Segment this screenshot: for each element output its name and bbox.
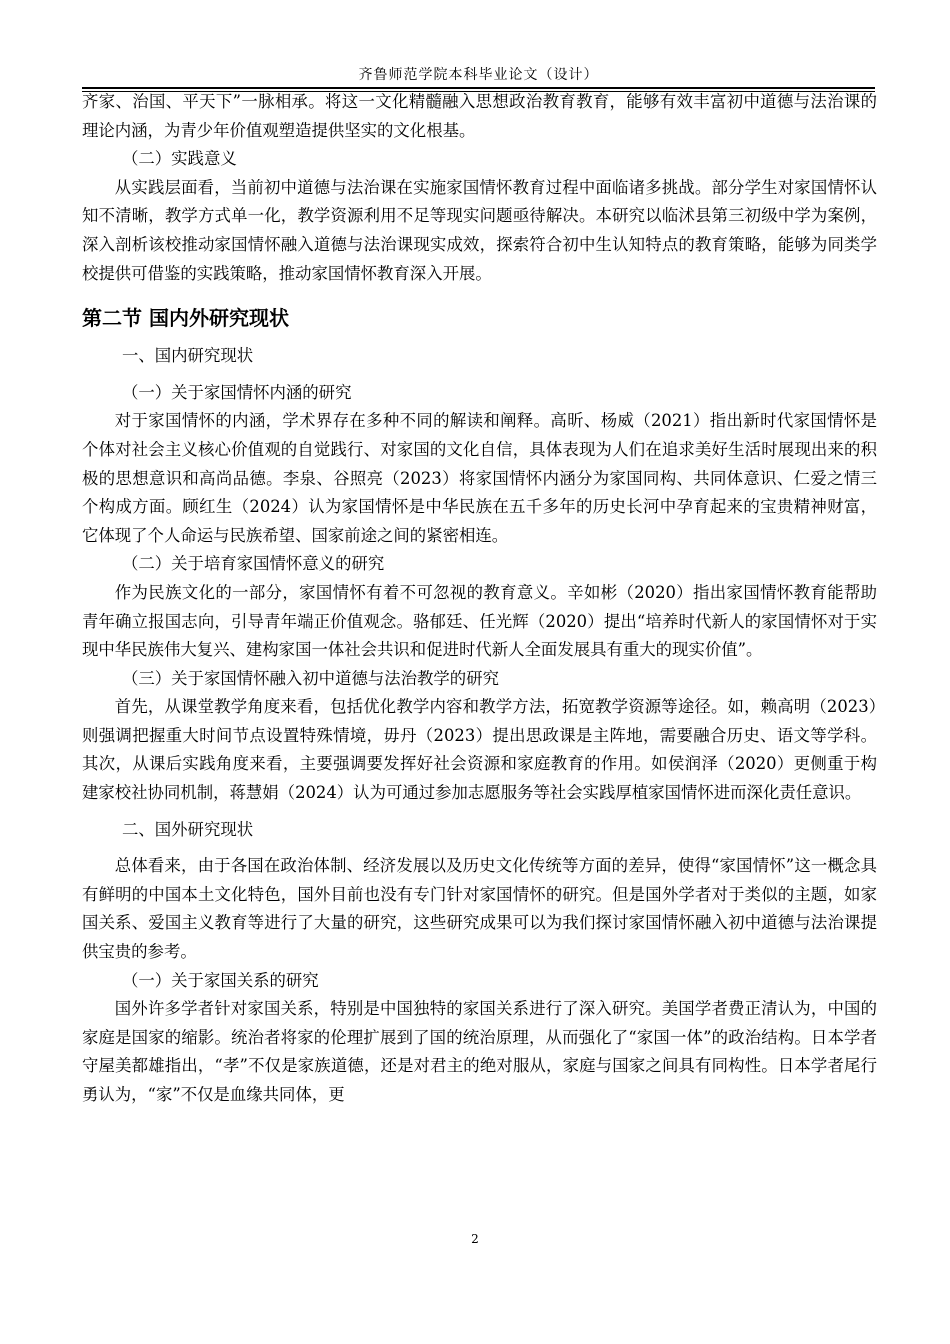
subheading: （二）关于培育家国情怀意义的研究 — [122, 554, 385, 574]
section-title: 第二节 国内外研究现状 — [82, 306, 289, 331]
subheading: （一）关于家国关系的研究 — [122, 970, 319, 990]
paper-body — [82, 88, 877, 1110]
running-header: 齐鲁师范学院本科毕业论文（设计） — [358, 67, 599, 83]
page-number: 2 — [471, 1232, 479, 1246]
paragraph: 从实践层面看，当前初中道德与法治课在实施家国情怀教育过程中面临诸多挑战。部分学生对家国情怀认知不清晰，教学方式单一化，教学资源利用不足等现实问题亟待解决。本研究以临沭县第三初级中学为案例，深入剖析该校推动家国情怀融入道德与法治课现实成效，探索符合初中生认知特点的教育策略，能够为同类学校提供可借鉴的实践策略，推动家国情怀教育深入开展。 — [82, 177, 877, 283]
paragraph: 对于家国情怀的内涵，学术界存在多种不同的解读和阐释。高昕、杨威（2021）指出新时代家国情怀是个体对社会主义核心价值观的自觉践行、对家国的文化自信，具体表现为人们在追求美好生活时展现出来的积极的思想意识和高尚品德。李泉、谷照亮（2023）将家国情怀内涵分为家国同构、共同体意识、仁爱之情三个构成方面。顾红生（2024）认为家国情怀是中华民族在五千多年的历史长河中孕育起来的宝贵精神财富，它体现了个人命运与民族希望、国家前途之间的紧密相连。 — [82, 411, 877, 545]
paragraph: 齐家、治国、平天下”一脉相承。将这一文化精髓融入思想政治教育教育，能够有效丰富初中道德与法治课的理论内涵，为青少年价值观塑造提供坚实的文化根基。 — [82, 92, 877, 140]
heading-level1: 二、国外研究现状 — [122, 819, 254, 839]
paragraph: 国外许多学者针对家国关系，特别是中国独特的家国关系进行了深入研究。美国学者费正清认为，中国的家庭是国家的缩影。统治者将家的伦理扩展到了国的统治原理，从而强化了“家国一体”的政治结构。日本学者守屋美都雄指出，“孝”不仅是家族道德，还是对君主的绝对服从，家庭与国家之间具有同构性。日本学者尾行勇认为，“家”不仅是血缘共同体，更 — [82, 999, 877, 1104]
paragraph: 首先，从课堂教学角度来看，包括优化教学内容和教学方法，拓宽教学资源等途径。如，赖高明（2023）则强调把握重大时间节点设置特殊情境，毋丹（2023）提出思政课是主阵地，需要融合历史、语文等学科。其次，从课后实践角度来看，主要强调要发挥好社会资源和家庭教育的作用。如侯润泽（2020）更侧重于构建家校社协同机制，蒋慧娟（2024）认为可通过参加志愿服务等社会实践厚植家国情怀进而深化责任意识。 — [82, 697, 877, 803]
subheading: （二）实践意义 — [122, 149, 237, 169]
subheading: （一）关于家国情怀内涵的研究 — [122, 382, 352, 402]
subheading: （三）关于家国情怀融入初中道德与法治教学的研究 — [122, 668, 499, 688]
paragraph: 总体看来，由于各国在政治体制、经济发展以及历史文化传统等方面的差异，使得“家国情怀”这一概念具有鲜明的中国本土文化特色，国外目前也没有专门针对家国情怀的研究。但是国外学者对于类似的主题，如家国关系、爱国主义教育等进行了大量的研究，这些研究成果可以为我们探讨家国情怀融入初中道德与法治课提供宝贵的参考。 — [82, 856, 877, 962]
paragraph: 作为民族文化的一部分，家国情怀有着不可忽视的教育意义。辛如彬（2020）指出家国情怀教育能帮助青年确立报国志向，引导青年端正价值观念。骆郁廷、任光辉（2020）提出“培养时代新人的家国情怀对于实现中华民族伟大复兴、建构家国一体社会共识和促进时代新人全面发展具有重大的现实价值”。 — [82, 582, 877, 660]
heading-level1: 一、国内研究现状 — [122, 346, 254, 366]
